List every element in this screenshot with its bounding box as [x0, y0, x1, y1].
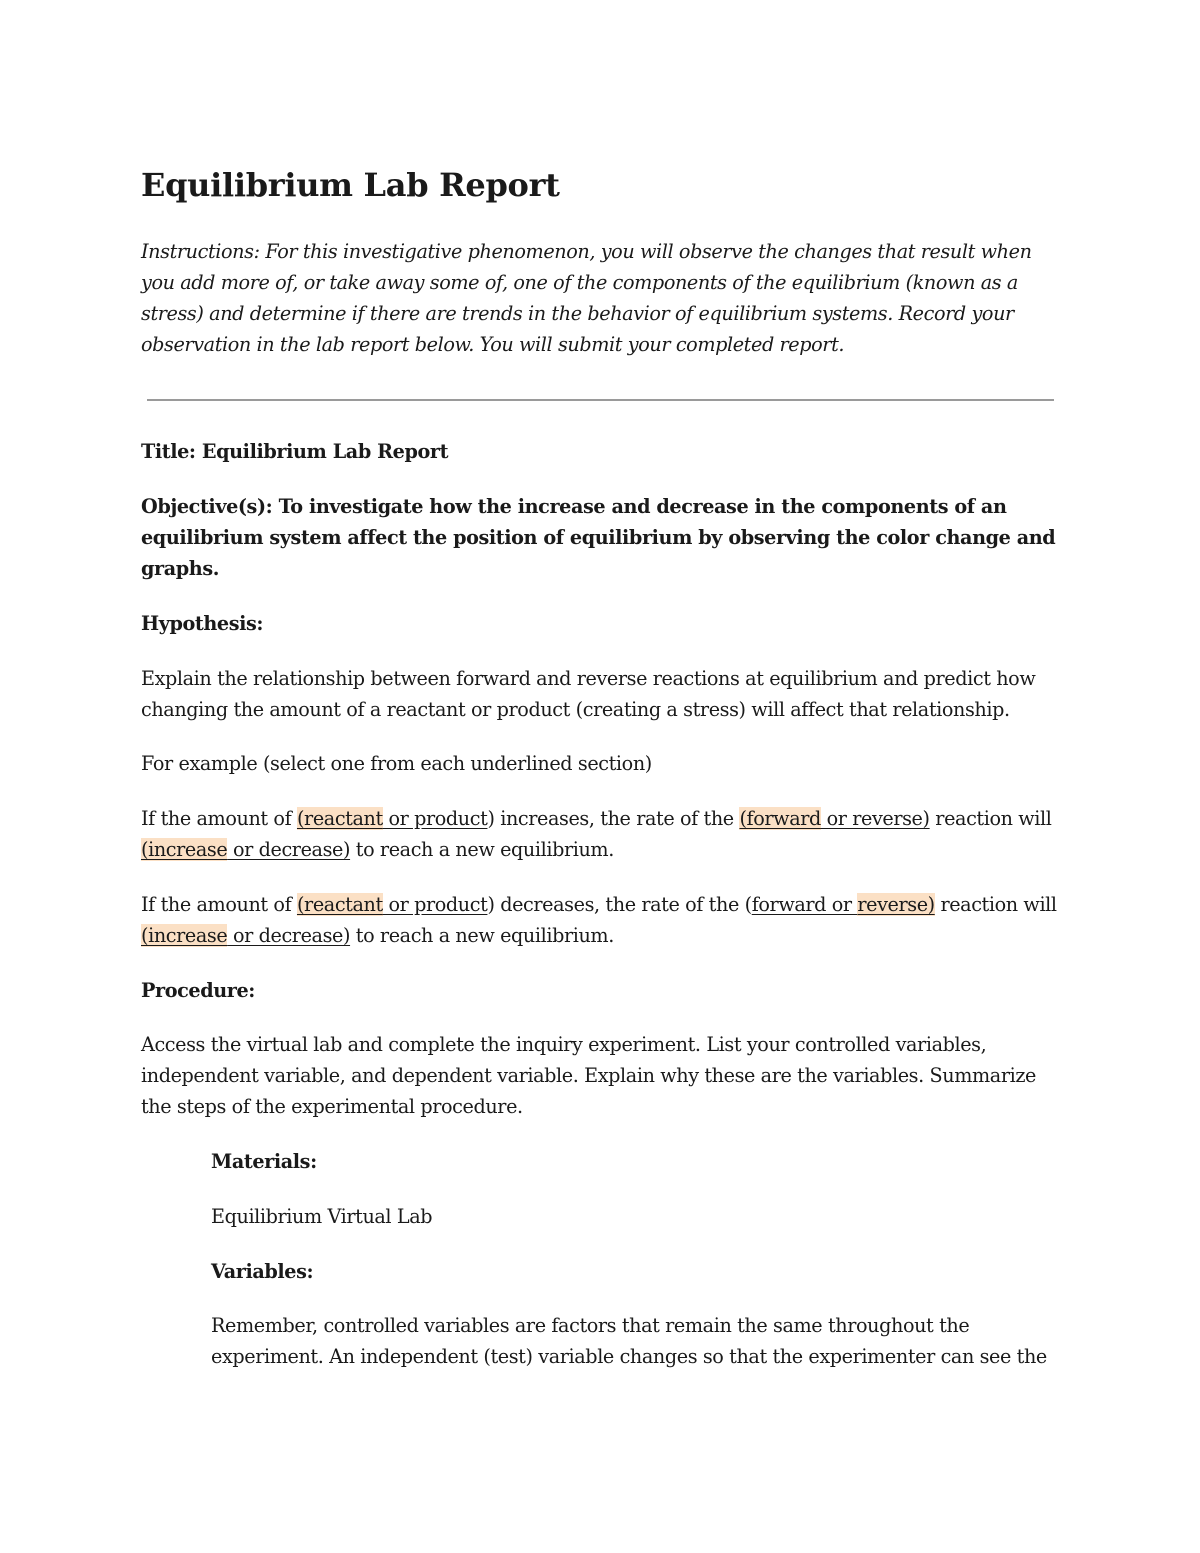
report-title-line: Title: Equilibrium Lab Report [141, 440, 449, 463]
statement-text: to reach a new equilibrium. [350, 924, 614, 947]
choice-increase-highlighted: (increase [141, 838, 228, 861]
choice-increase-highlighted: (increase [141, 924, 228, 947]
materials-text: Equilibrium Virtual Lab [211, 1205, 433, 1228]
hypothesis-heading: Hypothesis: [141, 612, 264, 635]
statement-text: If the amount of [141, 893, 297, 916]
hypothesis-text: Explain the relationship between forward and reverse reactions at equilibrium and predict how changing the amount of a reactant or product (creating a stress) will affect that relationship. [141, 667, 1036, 721]
statement-text: ) decreases, the rate of the ( [487, 893, 752, 916]
statement-text: reaction will [934, 893, 1057, 916]
choice-reactant-highlighted: (reactant [296, 893, 383, 916]
statement-text: reaction will [929, 807, 1052, 830]
choice-reactant-highlighted: (reactant [296, 807, 383, 830]
choice-or-product: or product [382, 807, 488, 830]
choice-reverse-highlighted: reverse) [857, 893, 935, 916]
procedure-text: Access the virtual lab and complete the inquiry experiment. List your controlled variables, independent variable, and dependent variable. Explain why these are the variables. Summarize the steps of the experimental procedure. [141, 1033, 1037, 1118]
hypothesis-statement-increase [141, 803, 1059, 865]
choice-or-reverse: or reverse) [820, 807, 930, 830]
variables-text: Remember, controlled variables are factors that remain the same throughout the experiment. An independent (test) variable changes so that the experimenter can see the [211, 1314, 1047, 1368]
horizontal-divider [147, 399, 1054, 401]
example-intro: For example (select one from each underlined section) [141, 752, 652, 775]
objective-text: Objective(s): To investigate how the increase and decrease in the components of an equilibrium system affect the position of equilibrium by observing the color change and graphs. [141, 495, 1056, 580]
hypothesis-statement-decrease [141, 889, 1059, 951]
choice-forward-highlighted: (forward [739, 807, 821, 830]
variables-heading: Variables: [211, 1260, 314, 1283]
choice-or-decrease: or decrease) [227, 924, 351, 947]
materials-heading: Materials: [211, 1150, 317, 1173]
choice-forward-or: forward or [751, 893, 858, 916]
choice-or-decrease: or decrease) [227, 838, 351, 861]
statement-text: to reach a new equilibrium. [350, 838, 614, 861]
procedure-heading: Procedure: [141, 979, 255, 1002]
statement-text: If the amount of [141, 807, 297, 830]
choice-or-product: or product [382, 893, 488, 916]
document-title: Equilibrium Lab Report [141, 166, 560, 204]
statement-text: ) increases, the rate of the [487, 807, 740, 830]
instructions-text: Instructions: For this investigative phenomenon, you will observe the changes that result when you add more of, or take away some of, one of the components of the equilibrium (known as a stress) and determine if there are trends in the behavior of equilibrium systems. Record your observation in the lab report below. You will submit your completed report. [141, 240, 1032, 356]
